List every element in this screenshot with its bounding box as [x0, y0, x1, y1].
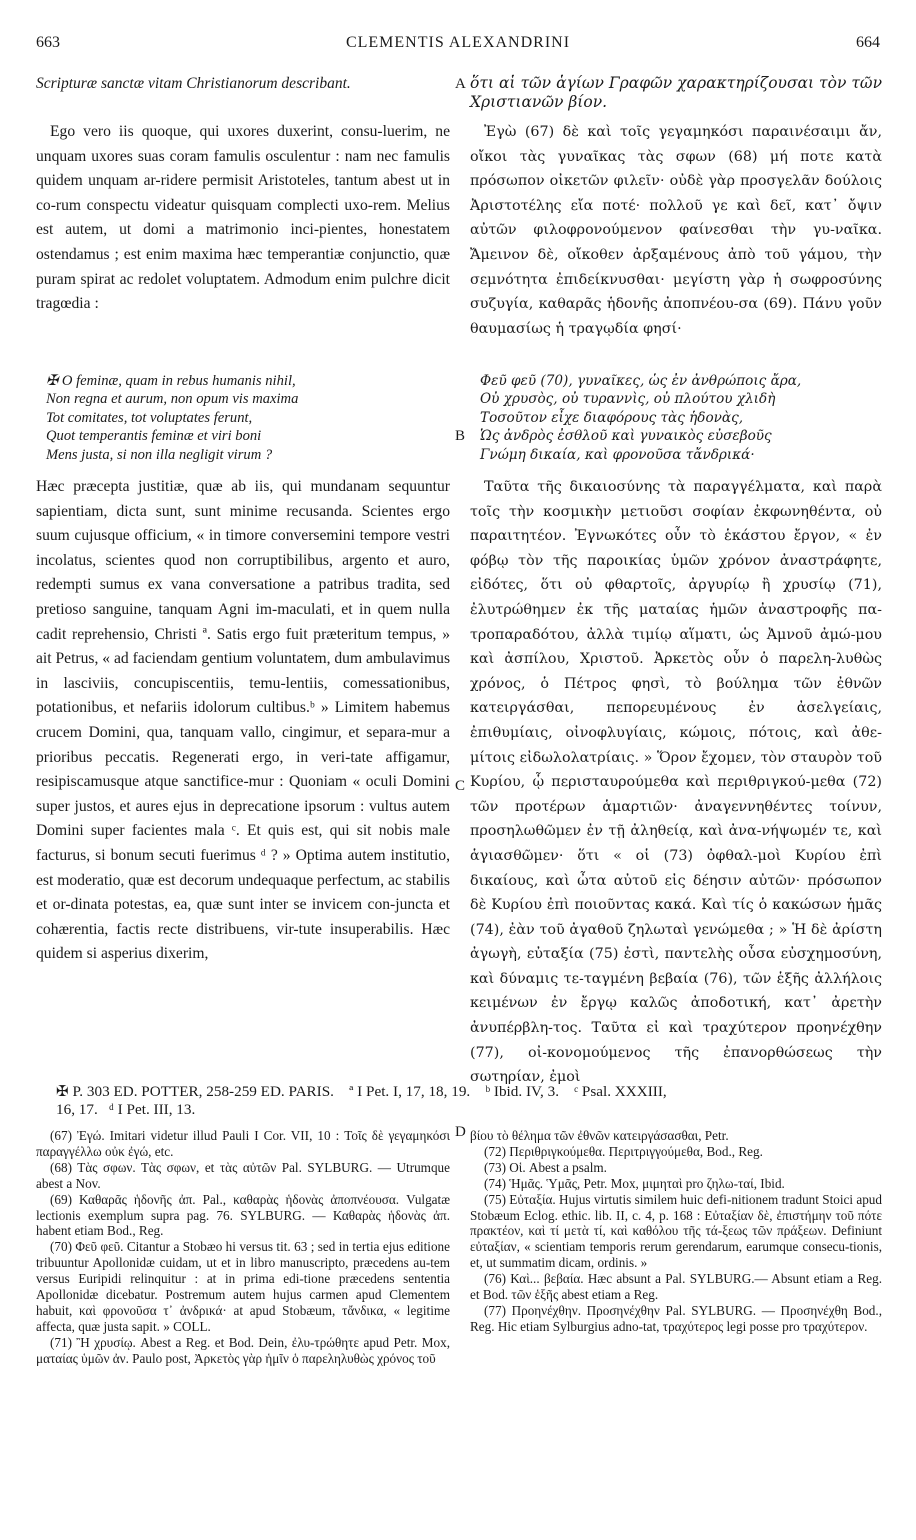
scripture-ref-b: ᵇ Ibid. IV, 3. — [485, 1083, 560, 1100]
latin-paragraph-1: Ego vero iis quoque, qui uxores duxerint, consu-luerim, ne unquam uxores suas coram famulis osculentur : nam nec famulis quidem unquam ar-ridere permisit Aristoteles, tantum abest ut in co-rum conspectu videatur quisquam complecti uxo-rem. Melius est autem, ut domi a matrimonio inci-pientes, honestatem ostendamus ; est enim maxima hæc temperantiæ conjunctio, quæ puram spirat ac redolet voluptatem. Admodum enim pulchre dicit tragœdia : — [36, 123, 450, 313]
footnote: (72) Περιθριγκούμεθα. Περιτριγγούμεθα, Bod., Reg. — [484, 1143, 763, 1159]
latin-paragraph-2: Hæc præcepta justitiæ, quæ ab iis, qui mundanam sequuntur sapientiam, dicta sunt, sunt minime recusanda. Scientes ergo suum cujusque officium, « in timore conversemini tempore vestri incolatus, scientes quod non corruptibilibus, argento et auro, redempti sumus ex vana conversatione a patribus tradita, sed pretioso sanguine, tanquam Agni im-maculati, et in quem nulla cadit reprehensio, Christi ª. Satis ergo fuit præteritum tempus, » ait Petrus, « ad faciendam gentium voluntatem, dum ambulavimus in lasciviis, concupiscentiis, temu-lentiis, comessationibus, potationibus, et nefariis idolorum cultibus.ᵇ » Limitem habemus crucem Domini, qua, tanquam vallo, cingimur, et separa-mur a prioribus peccatis. Regenerati ergo, in veri-tate affigamur, resipiscamusque atque sanctifice-mur : Quoniam « oculi Domini super justos, et aures ejus in deprecatione ipsorum : vultus autem Domini super facientes mala ᶜ. Et quis est, qui sit nobis male facturus, si bonum secuti fuerimus ᵈ ? » Optima autem institutio, est moderatio, quæ est decorum undequaque perfectum, ac stabilis et or-dinata potestas, ea, quæ sunt inter se invicem con-juncta et cohærentia, factis recte distribuens, vir-tute insuperabilis. Hæc quidem si asperius dixerim, — [36, 478, 451, 963]
latin-verse-line: Tot comitates, tot voluptates ferunt, — [46, 409, 253, 426]
greek-verse-line: Φεῦ φεῦ (70), γυναῖκες, ὡς ἐν ἀνθρώποις ἄρα, — [480, 373, 802, 389]
footnotes-left — [36, 1128, 450, 1508]
margin-letter-a: A — [455, 76, 466, 92]
footnote: (67) Ἐγώ. Imitari videtur illud Pauli I Cor. VII, 10 : Τοῖς δὲ γεγαμηκόσι παραγγέλλω οὐκ ἐγώ, etc. — [36, 1128, 450, 1159]
scripture-ref-c: ᶜ Psal. XXXIII, — [574, 1083, 667, 1100]
scripture-ref-c-cont: 16, 17. — [56, 1101, 98, 1118]
greek-paragraph-2: Ταῦτα τῆς δικαιοσύνης τὰ παραγγέλματα, καὶ παρὰ τοῖς τὴν κοσμικὴν μετιοῦσι σοφίαν ἐκφωνηθέντα, οὐ παραιτητέον. Ἐγνωκότες οὖν τὸ ἑκάστου ἔργον, « ἐν φόβῳ τὸν τῆς παροικίας ὑμῶν χρόνον ἀναστράφητε, εἰδότες, ὅτι οὐ φθαρτοῖς, ἀργυρίῳ ἢ χρυσίῳ (71), ἐλυτρώθημεν ἐκ τῆς ματαίας ἡμῶν ἀναστροφῆς πα-τροπαραδότου, ἀλλὰ τιμίῳ αἵματι, ὡς Ἀμνοῦ ἀμώ-μου καὶ ἀσπίλου, Χριστοῦ. Ἀρκετὸς οὖν ὁ παρελη-λυθὼς χρόνος, ὁ Πέτρος φησὶ, τὸ βούλημα τῶν ἐθνῶν κατειργάσθαι, πεπορευμένους ἐν ἀσελγείαις, ἐπιθυμίαις, οἰνοφλυγίαις, κώμοις, πότοις, καὶ ἀθε-μίτοις εἰδωλολατρίαις. » Ὅρον ἔχομεν, τὸν σταυρὸν τοῦ Κυρίου, ᾧ περισταυρούμεθα καὶ περιθριγκού-μεθα (72) τῶν προτέρων ἁμαρτιῶν· ἀναγεννηθέντες τοίνυν, προσηλωθῶμεν ἐν τῇ ἀληθείᾳ, καὶ ἀνα-νήψωμέν τε, καὶ ἁγιασθῶμεν· ὅτι « οἱ (73) ὀφθαλ-μοὶ Κυρίου ἐπὶ δικαίους, καὶ ὦτα αὐτοῦ εἰς δέησιν αὐτῶν· πρόσωπον δὲ Κυρίου ἐπὶ ποιοῦντας κακά. Καὶ τίς ὁ κακώσων ἡμᾶς (74), ἐὰν τοῦ ἀγαθοῦ ζηλωταὶ γενώμεθα ; » Ἡ δὲ ἀρίστη ἀγωγὴ, εὐταξία (75) ἐστὶ, παντελὴς οὖσα εὐσχημοσύνη, καὶ δύναμις τε-ταγμένη βεβαία (76), τῶν ἑξῆς ἀλλήλοις κειμένων ἐν ἔργῳ καλῶς ἀποδοτική, κατ᾽ ἀρετὴν ἀνυπέρβλη-τος. Ταῦτα εἰ καὶ τραχύτερον προηνέχθην (77), οἰ-κονομούμενος τῆς ἐπανορθώσεως τὴν σωτηρίαν, ἐμοὶ — [470, 479, 882, 1086]
page-number-right: 664 — [856, 34, 880, 51]
latin-verses — [36, 372, 450, 468]
running-header — [36, 34, 880, 56]
greek-verse-line: Ὡς ἀνδρὸς ἐσθλοῦ καὶ γυναικὸς εὐσεβοῦς — [480, 428, 772, 445]
greek-paragraph-1: Ἐγὼ (67) δὲ καὶ τοῖς γεγαμηκόσι παραινέσαιμι ἄν, οἴκοι τὰς γυναῖκας τὰς σφων (68) μή ποτε κατὰ πρόσωπον οἰκετῶν φιλεῖν· οὐδὲ γὰρ προσγελᾶν δούλοις Ἀριστοτέλης εἴα ποτέ· πολλοῦ γε καὶ δεῖ, κατ᾽ ὄψιν αὐτῶν φιλοφρονούμενον φαίνεσθαι τὴν γυ-ναῖκα. Ἄμεινον δὲ, οἴκοθεν ἀρξαμένους ἀπὸ τοῦ γάμου, τὴν σεμνότητα ἐπιδείκνυσθαι· μεγίστη γὰρ ἡ σωφροσύνης συζυγία, καθαρᾶς ἡδονῆς ἀποπνέου-σα (69). Πάνυ γοῦν θαυμασίως ἡ τραγῳδία φησί· — [470, 124, 882, 337]
latin-verse-line: Quot temperantis feminæ et viri boni — [46, 428, 262, 445]
footnote: (75) Εὐταξία. Hujus virtutis similem huic defi-nitionem tradunt Stoici apud Stobæum Eclog. ethic. lib. II, c. 4, p. 168 : Εὐταξίαν δὲ, ἐπιστήμην τοῦ πότε πρακτέον, καὶ τί μετὰ τί, καὶ καθόλου τῆς τά-ξεως τῶν πράξεων. Definiunt εὐταξίαν, « scientiam temporis rerum gerendarum, earumque consecu-tionis, et, ut summatim dicam, ordinis. » — [470, 1191, 882, 1271]
greek-verses — [470, 372, 882, 468]
edition-reference: ✠ P. 303 ED. POTTER, 258-259 ED. PARIS. — [56, 1083, 334, 1100]
footnote: (70) Φεῦ φεῦ. Citantur a Stobæo hi versus tit. 63 ; sed in tertia ejus editione tribuuntur Apollonidæ cuidam, ut et in libro manuscripto, præcedens au-tem versus Euripidi relinquitur : at in prima edi-tione præcedens sententia Apollonidæ dicebatur. Postremum autem hujus carmen apud Clementem habuit, καὶ φρονοῦσα τ᾽ ἀνδρικά· at apud Stobæum, τἄνδικα, « legitime affecta, quæ justa sapit. » COLL. — [36, 1239, 450, 1334]
scripture-ref-a: ª I Pet. I, 17, 18, 19. — [349, 1083, 471, 1100]
page-number-left: 663 — [36, 34, 60, 51]
scripture-ref-d: ᵈ I Pet. III, 13. — [109, 1101, 196, 1118]
footnote: (73) Οἱ. Abest a psalm. — [484, 1159, 607, 1175]
greek-verse-line: Οὐ χρυσὸς, οὐ τυραννὶς, οὐ πλούτου χλιδὴ — [480, 391, 776, 408]
greek-verse-line: Τοσοῦτον εἶχε διαφόρους τὰς ἡδονὰς, — [480, 409, 744, 426]
margin-letter-c: C — [455, 778, 466, 794]
footnote: (76) Καὶ... βεβαία. Hæc absunt a Pal. SYLBURG.— Absunt etiam a Reg. et Bod. τῶν ἑξῆς abest etiam a Reg. — [470, 1271, 882, 1303]
scripture-references — [56, 1083, 880, 1100]
scripture-references-cont — [56, 1101, 880, 1118]
footnote: βίου τὸ θέλημα τῶν ἐθνῶν κατειργάσασθαι, Petr. — [470, 1128, 729, 1143]
margin-letter-b: B — [455, 428, 466, 444]
footnote: (77) Προηνέχθην. Προσηνέχθην Pal. SYLBURG. — Προσηνέχθη Bod., Reg. Hic etiam Sylburgius adno-tat, τραχύτερος legi posse pro τραχύτερον. — [470, 1302, 882, 1334]
footnote: (68) Τὰς σφων. Τὰς σφων, et τὰς αὐτῶν Pal. SYLBURG. — Utrumque abest a Nov. — [36, 1159, 450, 1191]
running-title: CLEMENTIS ALEXANDRINI — [345, 34, 571, 51]
latin-title: Scripturæ sanctæ vitam Christianorum describant. — [36, 75, 351, 92]
footnotes-right — [470, 1128, 882, 1508]
latin-verse-line: Mens justa, si non illa negligit virum ? — [46, 446, 273, 463]
latin-verse-line: Non regna et aurum, non opum vis maxima — [46, 391, 299, 408]
footnote: (74) Ἡμᾶς. Ὑμᾶς, Petr. Mox, μιμηταὶ pro ζηλω-ταί, Ibid. — [484, 1175, 785, 1191]
margin-letter-d: D — [455, 1124, 466, 1140]
greek-verse-line: Γνώμη δικαία, καὶ φρονοῦσα τἄνδρικά· — [480, 446, 755, 463]
footnote: (69) Καθαρᾶς ἡδονῆς ἀπ. Pal., καθαρὰς ἡδονὰς ἀποπνέουσα. Vulgatæ lectionis exemplum supra pag. 76. SYLBURG. — Καθαρὰς ἡδονὰς ἀπ. habent etiam Bod., Reg. — [36, 1191, 450, 1239]
latin-verse-line: ✠ O feminæ, quam in rebus humanis nihil, — [46, 373, 296, 389]
greek-title: ὅτι αἱ τῶν ἁγίων Γραφῶν χαρακτηρίζουσαι τὸν τῶν Χριστιανῶν βίον. — [470, 74, 882, 111]
footnote: (71) Ἢ χρυσίῳ. Abest a Reg. et Bod. Dein, ἐλυ-τρώθητε apud Petr. Mox, ματαίας ὑμῶν ἀν. Paulo post, Ἀρκετὸς γὰρ ἡμῖν ὁ παρεληλυθὼς χρόνος τοῦ — [36, 1334, 450, 1366]
